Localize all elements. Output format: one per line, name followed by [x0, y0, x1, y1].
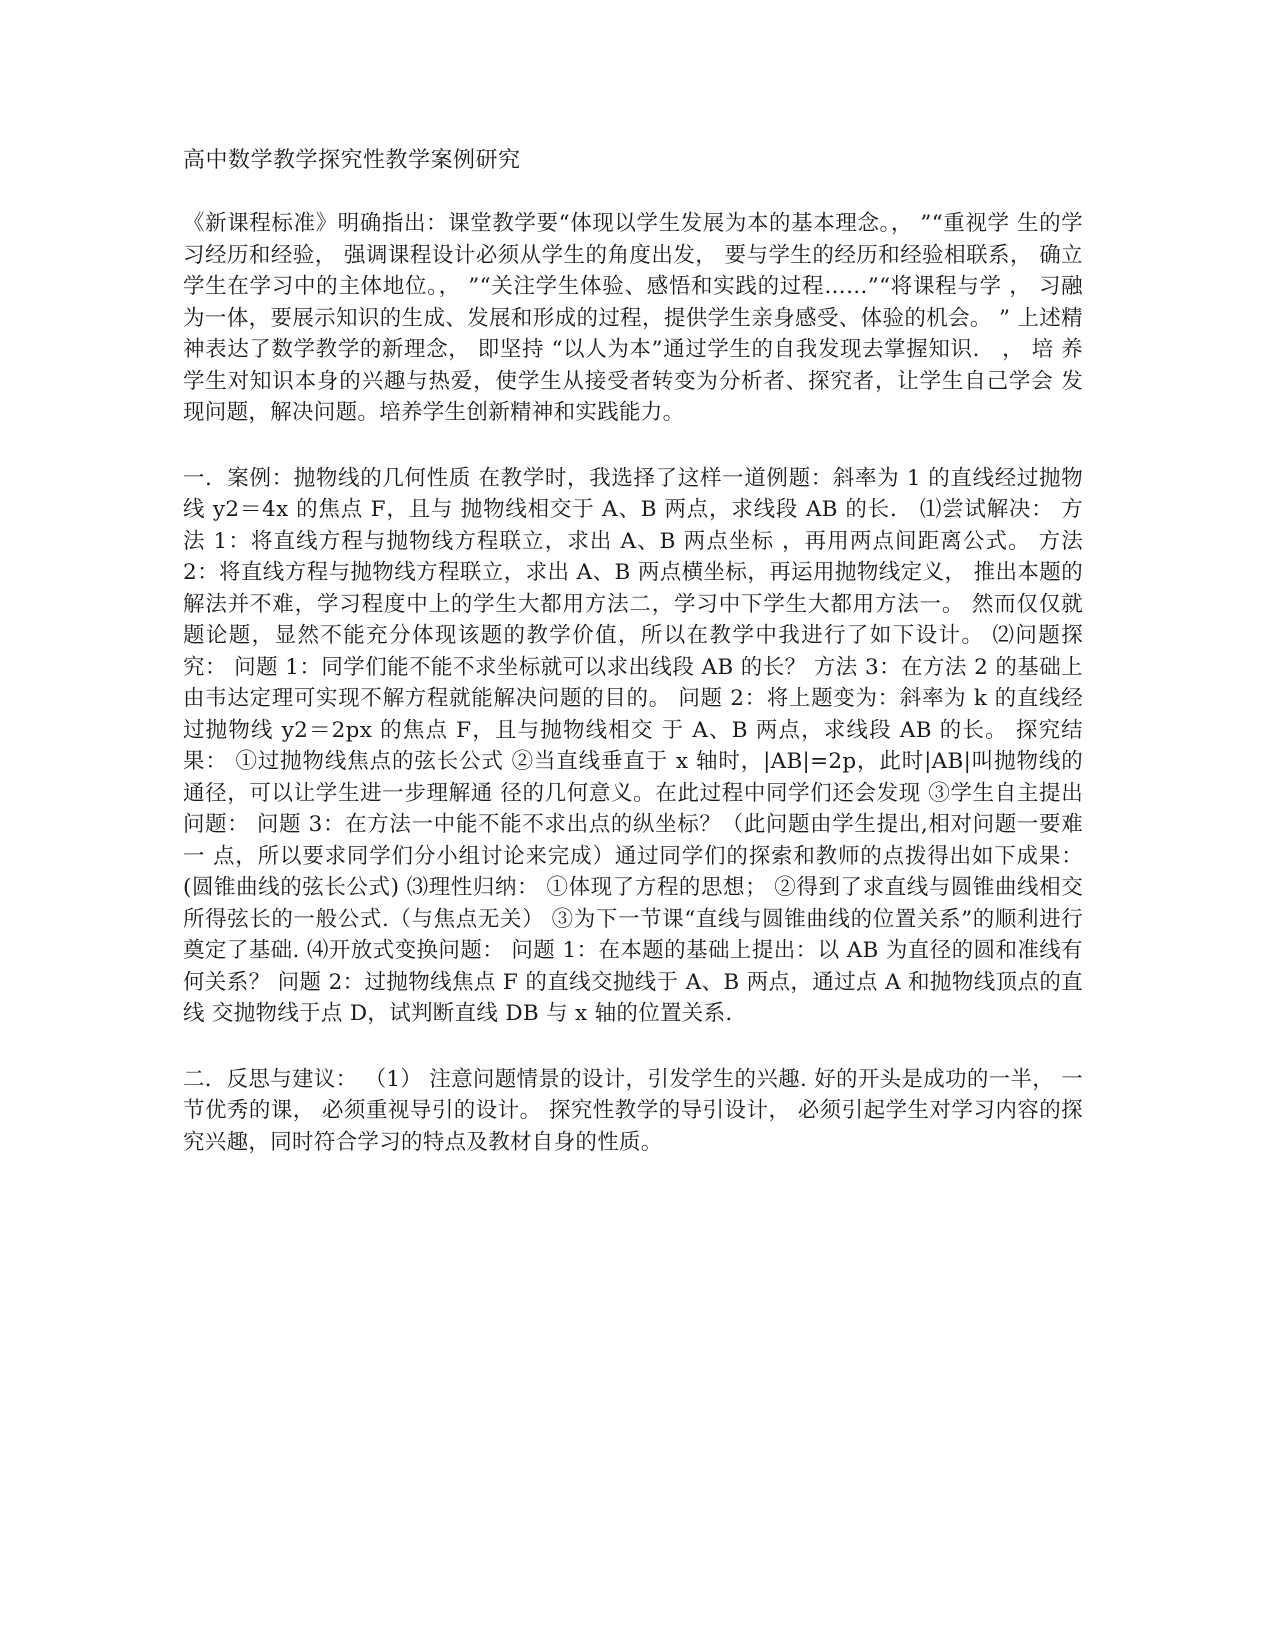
paragraph-intro: 《新课程标准》明确指出：课堂教学要“体现以学生发展为本的基本理念。， ”“重视学 生的学习经历和经验， 强调课程设计必须从学生的角度出发， 要与学生的经历和经验相联系， 确立学生在学习中的主体地位。， ”“关注学生体验、感悟和实践的过程……”“将课程与学 ， 习融为一体，要展示知识的生成、发展和形成的过程，提供学生亲身感受、体验的机会。 ” 上述精神表达了数学教学的新理念， 即坚持 “以人为本”通过学生的自我发现去掌握知识． ， 培 养学生对知识本身的兴趣与热爱，使学生从接受者转变为分析者、探究者，让学生自己学会 发现问题，解决问题。培养学生创新精神和实践能力。	[183, 211, 1083, 425]
document-title: 高中数学教学探究性教学案例研究	[183, 148, 521, 173]
document-page	[183, 146, 1083, 1192]
paragraph-reflection: 二．反思与建议： （1） 注意问题情景的设计，引发学生的兴趣. 好的开头是成功的一半， 一节优秀的课， 必须重视导引的设计。 探究性教学的导引设计， 必须引起学生对学习内容的探究兴趣，同时符合学习的特点及教材自身的性质。	[183, 1066, 1083, 1155]
paragraph-case-study: 一．案例：抛物线的几何性质 在教学时，我选择了这样一道例题：斜率为 1 的直线经过抛物线 y2＝4x 的焦点 F，且与 抛物线相交于 A、B 两点，求线段 AB 的长． ⑴尝试解决： 方法 1：将直线方程与抛物线方程联立，求出 A、B 两点坐标 ，再用两点间距离公式。 方法 2：将直线方程与抛物线方程联立，求出 A、B 两点横坐标，再运用抛物线定义， 推出本题的解法并不难，学习程度中上的学生大都用方法二，学习中下学生大都用方法一。 然而仅仅就题论题，显然不能充分体现该题的教学价值，所以在教学中我进行了如下设计。 ⑵问题探究： 问题 1：同学们能不能不求坐标就可以求出线段 AB 的长？ 方法 3：在方法 2 的基础上由韦达定理可实现不解方程就能解决问题的目的。 问题 2：将上题变为：斜率为 k 的直线经过抛物线 y2＝2px 的焦点 F，且与抛物线相交 于 A、B 两点，求线段 AB 的长。 探究结果： ①过抛物线焦点的弦长公式 ②当直线垂直于 x 轴时，|AB|=2p，此时|AB|叫抛物线的通径，可以让学生进一步理解通 径的几何意义。在此过程中同学们还会发现 ③学生自主提出问题： 问题 3：在方法一中能不能不求出点的纵坐标？（此问题由学生提出,相对问题一要难一 点，所以要求同学们分小组讨论来完成）通过同学们的探索和教师的点拨得出如下成果： (圆锥曲线的弦长公式) ⑶理性归纳： ①体现了方程的思想； ②得到了求直线与圆锥曲线相交所得弦长的一般公式.（与焦点无关） ③为下一节课“直线与圆锥曲线的位置关系”的顺利进行奠定了基础. ⑷开放式变换问题： 问题 1：在本题的基础上提出：以 AB 为直径的圆和准线有何关系？ 问题 2：过抛物线焦点 F 的直线交抛线于 A、B 两点，通过点 A 和抛物线顶点的直线 交抛物线于点 D，试判断直线 DB 与 x 轴的位置关系.	[183, 465, 1083, 1026]
